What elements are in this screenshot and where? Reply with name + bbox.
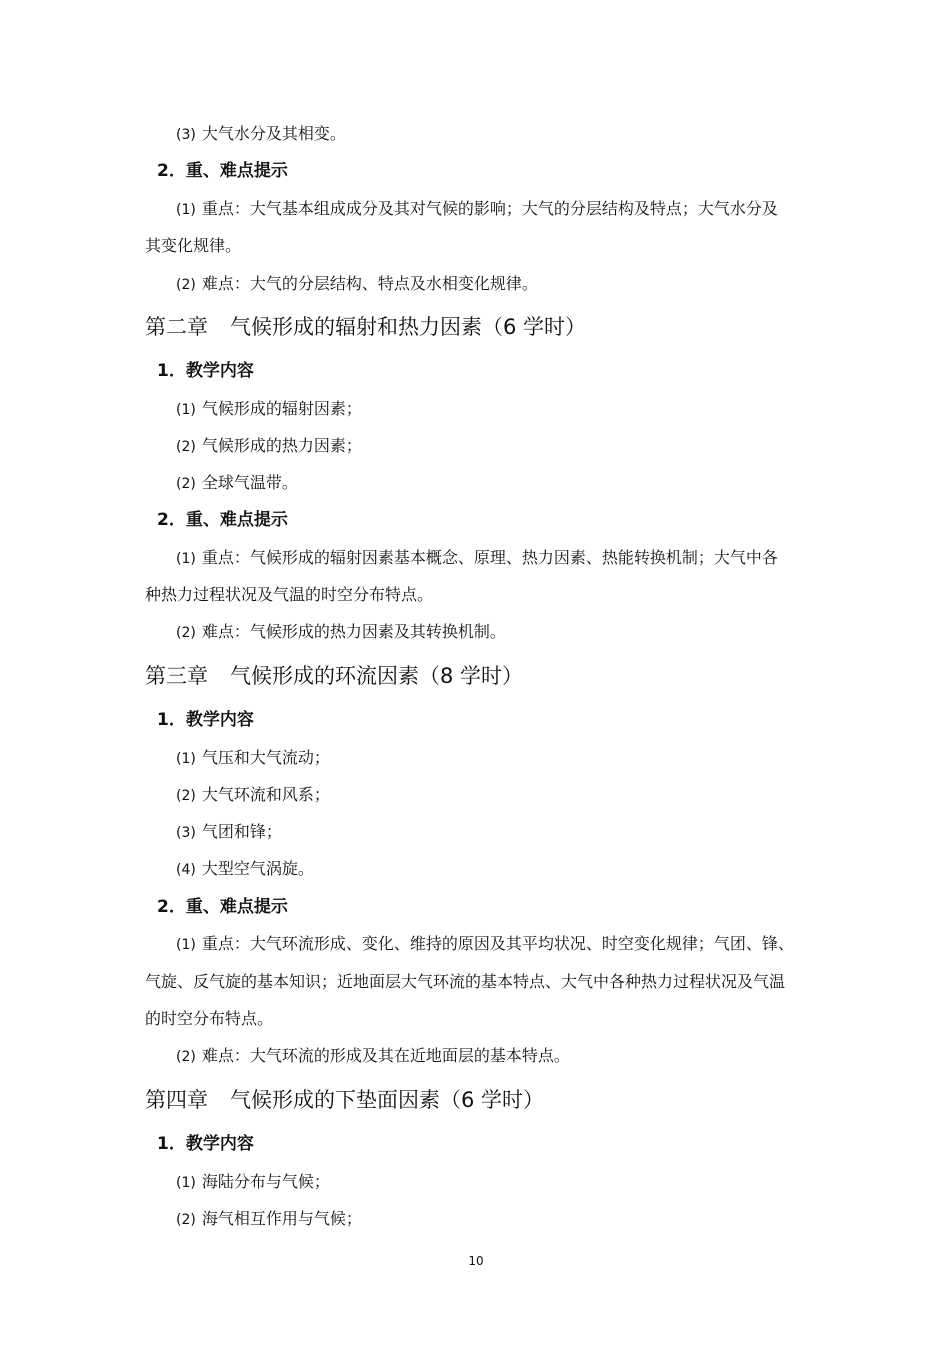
item-text: 气团和锋； [201, 822, 282, 841]
subheading: 1．教学内容 [157, 1134, 254, 1154]
list-item [176, 785, 330, 806]
paragraph-line [176, 548, 778, 569]
chapter-number: 第四章 [145, 1088, 208, 1112]
chapter-number: 第三章 [145, 664, 208, 688]
item-number: (1) [176, 937, 196, 953]
item-number: (2) [176, 1049, 196, 1065]
item-number: (2) [176, 625, 196, 641]
list-item [176, 822, 282, 843]
item-number: (1) [176, 751, 196, 767]
item-number: (2) [176, 1212, 196, 1228]
paragraph-line: 气旋、反气旋的基本知识；近地面层大气环流的基本特点、大气中各种热力过程状况及气温 [145, 972, 786, 991]
item-text: 难点：气候形成的热力因素及其转换机制。 [201, 622, 506, 641]
list-item [176, 748, 330, 769]
subheading: 2．重、难点提示 [157, 510, 288, 530]
list-item [176, 473, 298, 494]
item-number: (2) [176, 788, 196, 804]
item-text: 重点：大气环流形成、变化、维持的原因及其平均状况、时空变化规律；气团、锋、 [201, 934, 794, 953]
chapter-title: 气候形成的辐射和热力因素（6 学时） [230, 315, 587, 339]
paragraph-line [176, 622, 506, 643]
paragraph-line: 的时空分布特点。 [145, 1009, 274, 1028]
subheading: 1．教学内容 [157, 361, 254, 381]
item-text: 重点：大气基本组成成分及其对气候的影响；大气的分层结构及特点；大气水分及 [201, 199, 778, 218]
item-number: (4) [176, 862, 196, 878]
chapter-heading [145, 662, 523, 690]
item-text: 气候形成的热力因素； [201, 436, 362, 455]
item-text: 重点：气候形成的辐射因素基本概念、原理、热力因素、热能转换机制；大气中各 [201, 548, 778, 567]
item-number: (2) [176, 476, 196, 492]
item-text: 大气环流和风系； [201, 785, 330, 804]
chapter-heading [145, 313, 586, 341]
item-number: (1) [176, 1175, 196, 1191]
paragraph-line [176, 934, 794, 955]
item-text: 全球气温带。 [201, 473, 298, 492]
item-text: 难点：大气的分层结构、特点及水相变化规律。 [201, 274, 538, 293]
paragraph-line: 种热力过程状况及气温的时空分布特点。 [145, 585, 434, 604]
list-item [176, 1209, 362, 1230]
subheading: 2．重、难点提示 [157, 897, 288, 917]
item-text: 大气水分及其相变。 [201, 124, 346, 143]
item-text: 海气相互作用与气候； [201, 1209, 362, 1228]
item-text: 大型空气涡旋。 [201, 859, 314, 878]
list-item [176, 399, 362, 420]
item-text: 难点：大气环流的形成及其在近地面层的基本特点。 [201, 1046, 570, 1065]
item-number: (2) [176, 439, 196, 455]
item-number: (2) [176, 277, 196, 293]
chapter-title: 气候形成的下垫面因素（6 学时） [230, 1088, 545, 1112]
page-number: 10 [468, 1254, 484, 1268]
chapter-number: 第二章 [145, 315, 208, 339]
subheading: 2．重、难点提示 [157, 161, 288, 181]
item-number: (1) [176, 551, 196, 567]
item-number: (3) [176, 825, 196, 841]
item-number: (1) [176, 402, 196, 418]
list-item [176, 1172, 330, 1193]
list-item [176, 124, 346, 145]
subheading: 1．教学内容 [157, 710, 254, 730]
item-number: (1) [176, 202, 196, 218]
item-text: 气候形成的辐射因素； [201, 399, 362, 418]
chapter-heading [145, 1086, 544, 1114]
paragraph-line: 其变化规律。 [145, 236, 242, 255]
item-number: (3) [176, 127, 196, 143]
paragraph-line [176, 199, 778, 220]
paragraph-line [176, 274, 538, 295]
chapter-title: 气候形成的环流因素（8 学时） [230, 664, 524, 688]
item-text: 海陆分布与气候； [201, 1172, 330, 1191]
list-item [176, 436, 362, 457]
item-text: 气压和大气流动； [201, 748, 330, 767]
list-item [176, 859, 314, 880]
paragraph-line [176, 1046, 570, 1067]
